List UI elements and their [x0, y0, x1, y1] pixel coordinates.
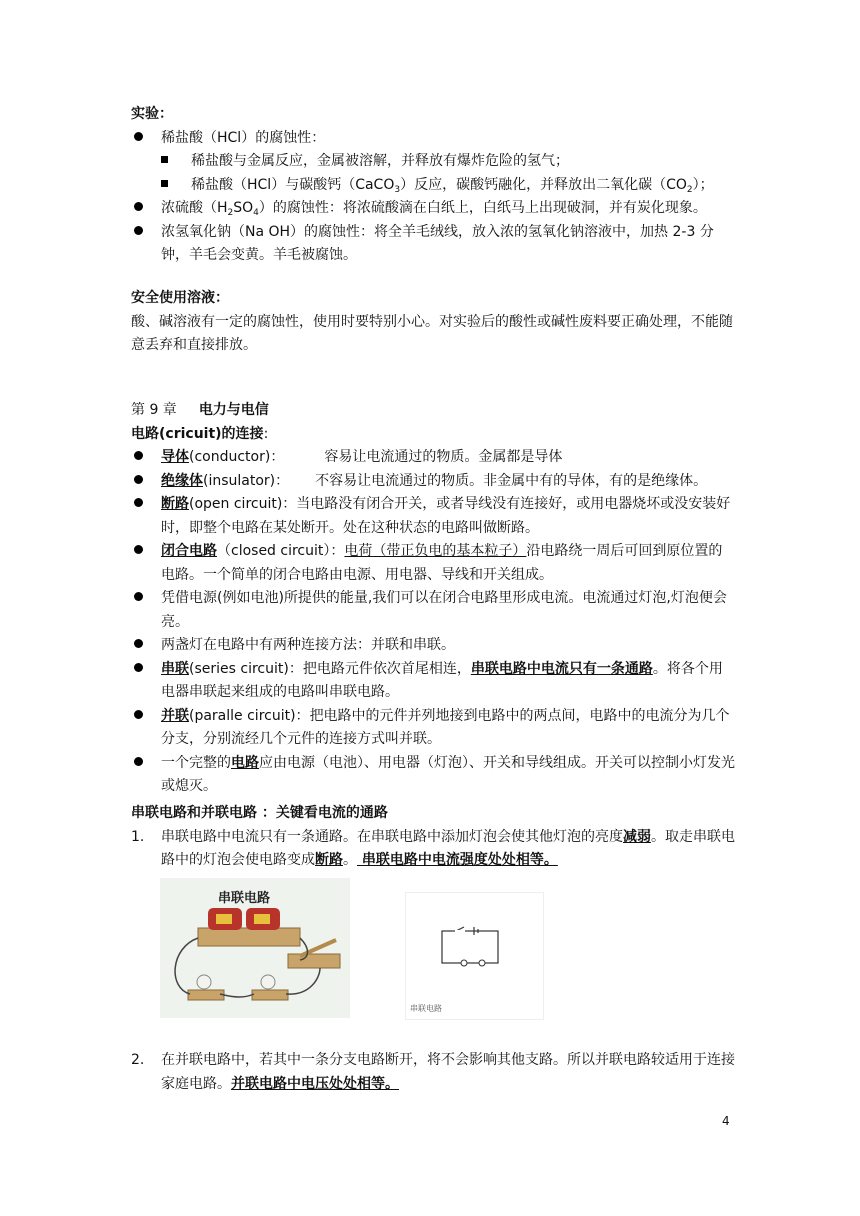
bullet-icon — [131, 752, 161, 776]
list-item: 浓硫酸$(H_2SO_4)$的腐蚀性：将浓硫酸滴在白纸上，白纸马上出现破洞，并有炭化现象。 — [131, 197, 736, 221]
list-item: 凭借电源(例如电池)所提供的能量,我们可以在闭合电路里形成电流。电流通过灯泡,灯泡便会亮。 — [131, 587, 736, 634]
numbered-item: 2. 在并联电路中，若其中一条分支电路断开，将不会影响其他支路。所以并联电路较适用于连接家庭电路。并联电路中电压处处相等。 — [131, 1052, 735, 1092]
parallel-paragraph — [131, 1049, 736, 1096]
list-item: 断路(open circuit)：当电路没有闭合开关，或者导线没有连接好，或用电器烧坏或没安装好时，即整个电路在某处断开。处在这种状态的电路叫做断路。 — [131, 493, 736, 540]
safety-heading: 安全使用溶液： — [131, 290, 229, 306]
list-item: 两盏灯在电路中有两种连接方法：并联和串联。 — [131, 634, 736, 658]
fig1-title: 串联电路 — [218, 891, 271, 906]
chapter-title: 第 9 章 电力与电信 — [131, 402, 269, 418]
experiment-section — [131, 103, 736, 268]
series-parallel-heading: 串联电路和并联电路 ：关键看电流的通路 — [131, 805, 388, 821]
square-bullet-icon — [161, 150, 191, 174]
bullet-icon — [131, 493, 161, 517]
bullet-icon — [131, 705, 161, 729]
square-bullet-icon — [161, 174, 191, 198]
bullet-icon — [131, 634, 161, 658]
page-number: 4 — [722, 1114, 730, 1128]
series-schematic-diagram — [406, 893, 543, 1019]
bullet-icon — [131, 197, 161, 221]
experiment-heading: 实验： — [131, 106, 173, 122]
list-item: 一个完整的电路应由电源（电池）、用电器（灯泡）、开关和导线组成。开关可以控制小灯发光或熄灭。 — [131, 752, 736, 799]
list-item: 绝缘体(insulator)： 不容易让电流通过的物质。非金属中有的导体，有的是绝缘体。 — [131, 470, 736, 494]
list-item: 串联(series circuit)：把电路元件依次首尾相连，串联电路中电流只有一条通路。将各个用电器串联起来组成的电路叫串联电路。 — [131, 658, 736, 705]
bullet-icon — [131, 221, 161, 245]
list-item: 并联(paralle circuit)：把电路中的元件并列地接到电路中的两点间，电路中的电流分为几个分支，分别流经几个元件的连接方式叫并联。 — [131, 705, 736, 752]
series-parallel-section — [131, 802, 736, 873]
circuit-heading: 电路(cricuit)的连接: — [131, 425, 269, 442]
series-circuit-photo — [160, 878, 350, 1018]
sub-list-item: 稀盐酸与金属反应，金属被溶解，并释放有爆炸危险的氢气； — [131, 150, 736, 174]
list-item: 稀盐酸（HCl）的腐蚀性： — [131, 127, 736, 151]
sub-list-item: 稀盐酸（HCl）与碳酸钙（CaCO$_3$）反应，碳酸钙融化，并释放出二氧化碳$(CO_2)$； — [131, 174, 736, 198]
series-circuit-illustration — [160, 878, 350, 1018]
list-item: 浓氢氧化钠（Na OH）的腐蚀性：将全羊毛绒线，放入浓的氢氧化钠溶液中，加热 2-3 分钟，羊毛会变黄。羊毛被腐蚀。 — [131, 221, 736, 268]
safety-section — [131, 287, 736, 358]
bullet-icon — [131, 587, 161, 611]
bullet-icon — [131, 470, 161, 494]
series-circuit-schematic — [405, 892, 544, 1020]
safety-body: 酸、碱溶液有一定的腐蚀性，使用时要特别小心。对实验后的酸性或碱性废料要正确处理，不能随意丢弃和直接排放。 — [131, 313, 733, 353]
numbered-item: 1. 串联电路中电流只有一条通路。在串联电路中添加灯泡会使其他灯泡的亮度减弱。取走串联电路中的灯泡会使电路变成断路。 串联电路中电流强度处处相等。 — [131, 828, 735, 868]
chapter-section — [131, 399, 736, 799]
bullet-icon — [131, 658, 161, 682]
bullet-icon — [131, 446, 161, 470]
fig2-caption: 串联电路 — [410, 1004, 442, 1013]
list-item: 导体(conductor)： 容易让电流通过的物质。金属都是导体 — [131, 446, 736, 470]
bullet-icon — [131, 540, 161, 564]
bullet-icon — [131, 127, 161, 151]
list-item: 闭合电路（closed circuit）：电荷（带正负电的基本粒子）沿电路绕一周后可回到原位置的电路。一个简单的闭合电路由电源、用电器、导线和开关组成。 — [131, 540, 736, 587]
